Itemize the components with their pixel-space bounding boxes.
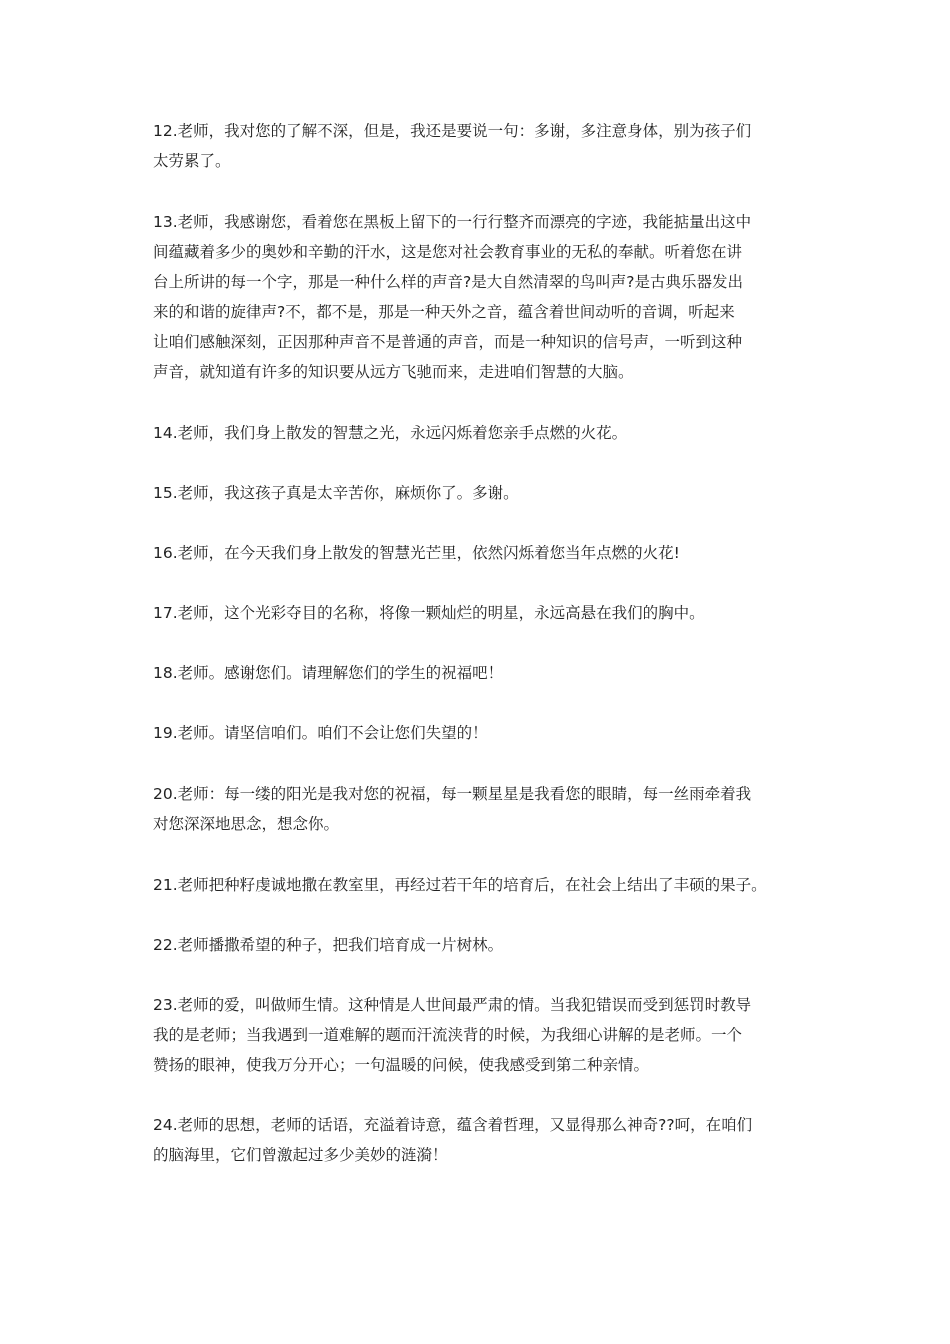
paragraph-23 bbox=[153, 990, 751, 1080]
paragraph-line: 22.老师播撒希望的种子，把我们培育成一片树林。 bbox=[153, 936, 504, 954]
paragraph-line: 15.老师，我这孩子真是太辛苦你，麻烦你了。多谢。 bbox=[153, 484, 519, 502]
paragraph-line: 我的是老师；当我遇到一道难解的题而汗流浃背的时候，为我细心讲解的是老师。一个 bbox=[153, 1026, 743, 1044]
paragraph-line: 18.老师。感谢您们。请理解您们的学生的祝福吧！ bbox=[153, 664, 504, 682]
paragraph-14 bbox=[153, 418, 627, 448]
paragraph-line: 来的和谐的旋律声?不，都不是，那是一种天外之音，蕴含着世间动听的音调，听起来 bbox=[153, 303, 735, 321]
paragraph-line: 让咱们感触深刻，正因那种声音不是普通的声音，而是一种知识的信号声，一听到这种 bbox=[153, 333, 743, 351]
paragraph-line: 赞扬的眼神，使我万分开心；一句温暖的问候，使我感受到第二种亲情。 bbox=[153, 1056, 650, 1074]
paragraph-21 bbox=[153, 870, 767, 900]
paragraph-line: 16.老师，在今天我们身上散发的智慧光芒里，依然闪烁着您当年点燃的火花! bbox=[153, 544, 680, 562]
paragraph-17 bbox=[153, 598, 705, 628]
paragraph-line: 23.老师的爱，叫做师生情。这种情是人世间最严肃的情。当我犯错误而受到惩罚时教导 bbox=[153, 996, 752, 1014]
paragraph-13 bbox=[153, 207, 751, 387]
paragraph-line: 声音，就知道有许多的知识要从远方飞驰而来，走进咱们智慧的大脑。 bbox=[153, 363, 634, 381]
paragraph-line: 14.老师，我们身上散发的智慧之光，永远闪烁着您亲手点燃的火花。 bbox=[153, 424, 628, 442]
paragraph-24 bbox=[153, 1110, 752, 1170]
paragraph-line: 19.老师。请坚信咱们。咱们不会让您们失望的！ bbox=[153, 724, 488, 742]
paragraph-15 bbox=[153, 478, 519, 508]
paragraph-line: 20.老师：每一缕的阳光是我对您的祝福，每一颗星星是我看您的眼睛，每一丝雨牵着我 bbox=[153, 785, 752, 803]
paragraph-line: 间蕴藏着多少的奥妙和辛勤的汗水，这是您对社会教育事业的无私的奉献。听着您在讲 bbox=[153, 243, 743, 261]
paragraph-line: 24.老师的思想，老师的话语，充溢着诗意，蕴含着哲理，又显得那么神奇??呵，在咱们 bbox=[153, 1116, 753, 1134]
paragraph-18 bbox=[153, 658, 503, 688]
paragraph-line: 台上所讲的每一个字，那是一种什么样的声音?是大自然清翠的鸟叫声?是古典乐器发出 bbox=[153, 273, 743, 291]
paragraph-19 bbox=[153, 718, 488, 748]
paragraph-line: 13.老师，我感谢您，看着您在黑板上留下的一行行整齐而漂亮的字迹，我能掂量出这中 bbox=[153, 213, 752, 231]
paragraph-22 bbox=[153, 930, 503, 960]
paragraph-12 bbox=[153, 116, 751, 176]
paragraph-20 bbox=[153, 779, 751, 839]
paragraph-line: 太劳累了。 bbox=[153, 152, 231, 170]
paragraph-line: 的脑海里，它们曾激起过多少美妙的涟漪！ bbox=[153, 1146, 448, 1164]
paragraph-16 bbox=[153, 538, 680, 568]
paragraph-line: 12.老师，我对您的了解不深，但是，我还是要说一句：多谢，多注意身体，别为孩子们 bbox=[153, 122, 752, 140]
paragraph-line: 17.老师，这个光彩夺目的名称，将像一颗灿烂的明星，永远高悬在我们的胸中。 bbox=[153, 604, 705, 622]
paragraph-line: 21.老师把种籽虔诚地撒在教室里，再经过若干年的培育后，在社会上结出了丰硕的果子。 bbox=[153, 876, 767, 894]
paragraph-line: 对您深深地思念，想念你。 bbox=[153, 815, 340, 833]
